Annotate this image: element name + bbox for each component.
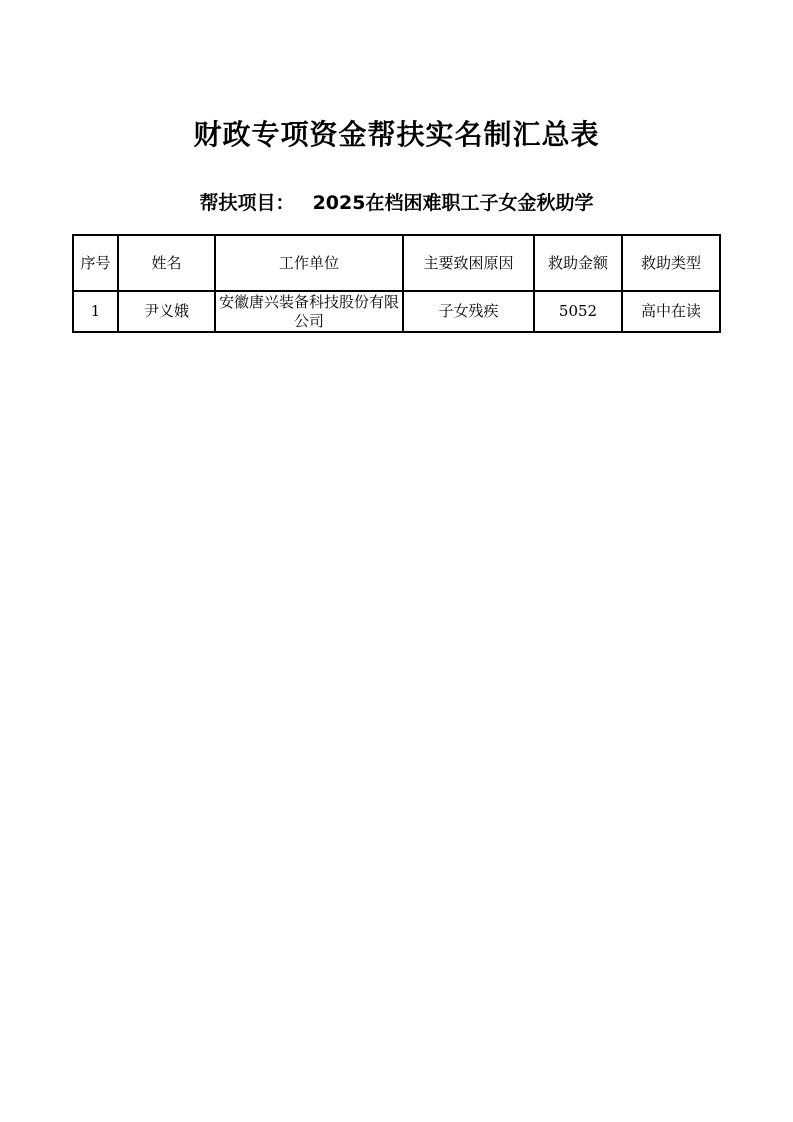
- header-aid-type: 救助类型: [622, 235, 720, 291]
- cell-main-reason: 子女残疾: [403, 291, 534, 332]
- project-line: [0, 189, 793, 217]
- summary-table-container: [72, 234, 719, 333]
- header-aid-amount: 救助金额: [534, 235, 622, 291]
- summary-table: [72, 234, 721, 333]
- page-title: 财政专项资金帮扶实名制汇总表: [193, 118, 600, 151]
- cell-seq: 1: [73, 291, 118, 332]
- cell-name: 尹义娥: [118, 291, 215, 332]
- project-name: 2025在档困难职工子女金秋助学: [312, 192, 594, 214]
- cell-work-unit: 安徽唐兴装备科技股份有限公司: [215, 291, 403, 332]
- cell-aid-type: 高中在读: [622, 291, 720, 332]
- header-main-reason: 主要致困原因: [403, 235, 534, 291]
- project-label: 帮扶项目：: [199, 192, 295, 214]
- header-seq: 序号: [73, 235, 118, 291]
- header-work-unit: 工作单位: [215, 235, 403, 291]
- table-header-row: [73, 235, 720, 291]
- table-row: [73, 291, 720, 332]
- cell-aid-amount: 5052: [534, 291, 622, 332]
- header-name: 姓名: [118, 235, 215, 291]
